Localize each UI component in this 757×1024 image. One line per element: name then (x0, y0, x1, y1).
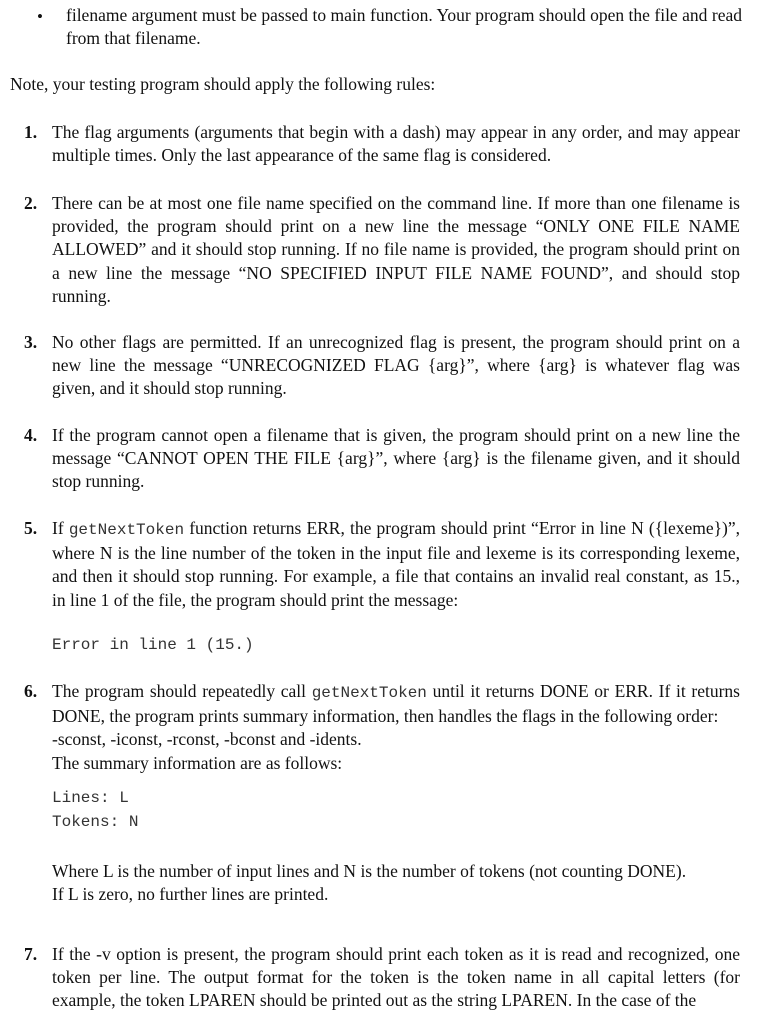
rule-text-post: function returns ERR, the program should print “Error in line N ({lexeme})”, where N is the line number of the token in the input file and lexeme is its corresponding lexeme, and then it should stop running. For example, a file that contains an invalid real constant, as 15., in line 1 of the file, the program should print the message: (52, 518, 740, 610)
rule-number: 5. (24, 518, 38, 538)
error-example-code: Error in line 1 (15.) (52, 635, 254, 654)
bullet-text: filename argument must be passed to main function. Your program should open the file and read from that filename. (66, 5, 742, 49)
rule-text: No other flags are permitted. If an unrecognized flag is present, the program should print on a new line the message “UNRECOGNIZED FLAG {arg}”, where {arg} is whatever flag was given, and it should stop running. (52, 332, 740, 399)
rule-text: The flag arguments (arguments that begin with a dash) may appear in any order, and may appear multiple times. Only the last appearance of the same flag is considered. (52, 122, 740, 166)
rule-text: There can be at most one file name specified on the command line. If more than one filename is provided, the program should print on a new line the message “ONLY ONE FILE NAME ALLOWED” and it should stop running. If no file name is provided, the program should print on a new line the message “NO SPECIFIED INPUT FILE NAME FOUND”, and should stop running. (52, 193, 740, 306)
bullet-icon: • (37, 7, 43, 26)
rule-text: If the -v option is present, the program should print each token as it is read and recognized, one token per line. The output format for the token is the token name in all capital letters (for example, the token LPAREN should be printed out as the string LPAREN. In the case of the (52, 944, 740, 1011)
rule-text (52, 517, 740, 612)
rule-number: 4. (24, 425, 38, 445)
summary-intro: The summary information are as follows: (52, 752, 343, 773)
summary-explanation: Where L is the number of input lines and N is the number of tokens (not counting DONE). (52, 861, 687, 882)
rule-number: 1. (24, 122, 38, 142)
function-name-code: getNextToken (311, 684, 427, 702)
rule-text: If the program cannot open a filename that is given, the program should print on a new line the message “CANNOT OPEN THE FILE {arg}”, where {arg} is the filename given, and it should stop running. (52, 425, 740, 492)
rule-number: 6. (24, 681, 38, 701)
summary-zero-note: If L is zero, no further lines are printed. (52, 884, 329, 905)
rule-number: 7. (24, 944, 38, 964)
rule-text-pre: The program should repeatedly call (52, 681, 312, 701)
summary-line-tokens: Tokens: N (52, 813, 139, 832)
rule-number: 3. (24, 332, 38, 352)
rule-text-post: until it returns DONE or ERR. If it returns DONE, the program prints summary information, then handles the flags in the following order: (52, 681, 740, 727)
flag-order: -sconst, -iconst, -rconst, -bconst and -idents. (52, 729, 362, 750)
rule-text-pre: If (52, 518, 69, 538)
summary-line-lines: Lines: L (52, 788, 129, 807)
function-name-code: getNextToken (68, 521, 185, 539)
note-text: Note, your testing program should apply the following rules: (10, 74, 436, 94)
rule-number: 2. (24, 193, 38, 213)
rule-text (52, 680, 740, 728)
